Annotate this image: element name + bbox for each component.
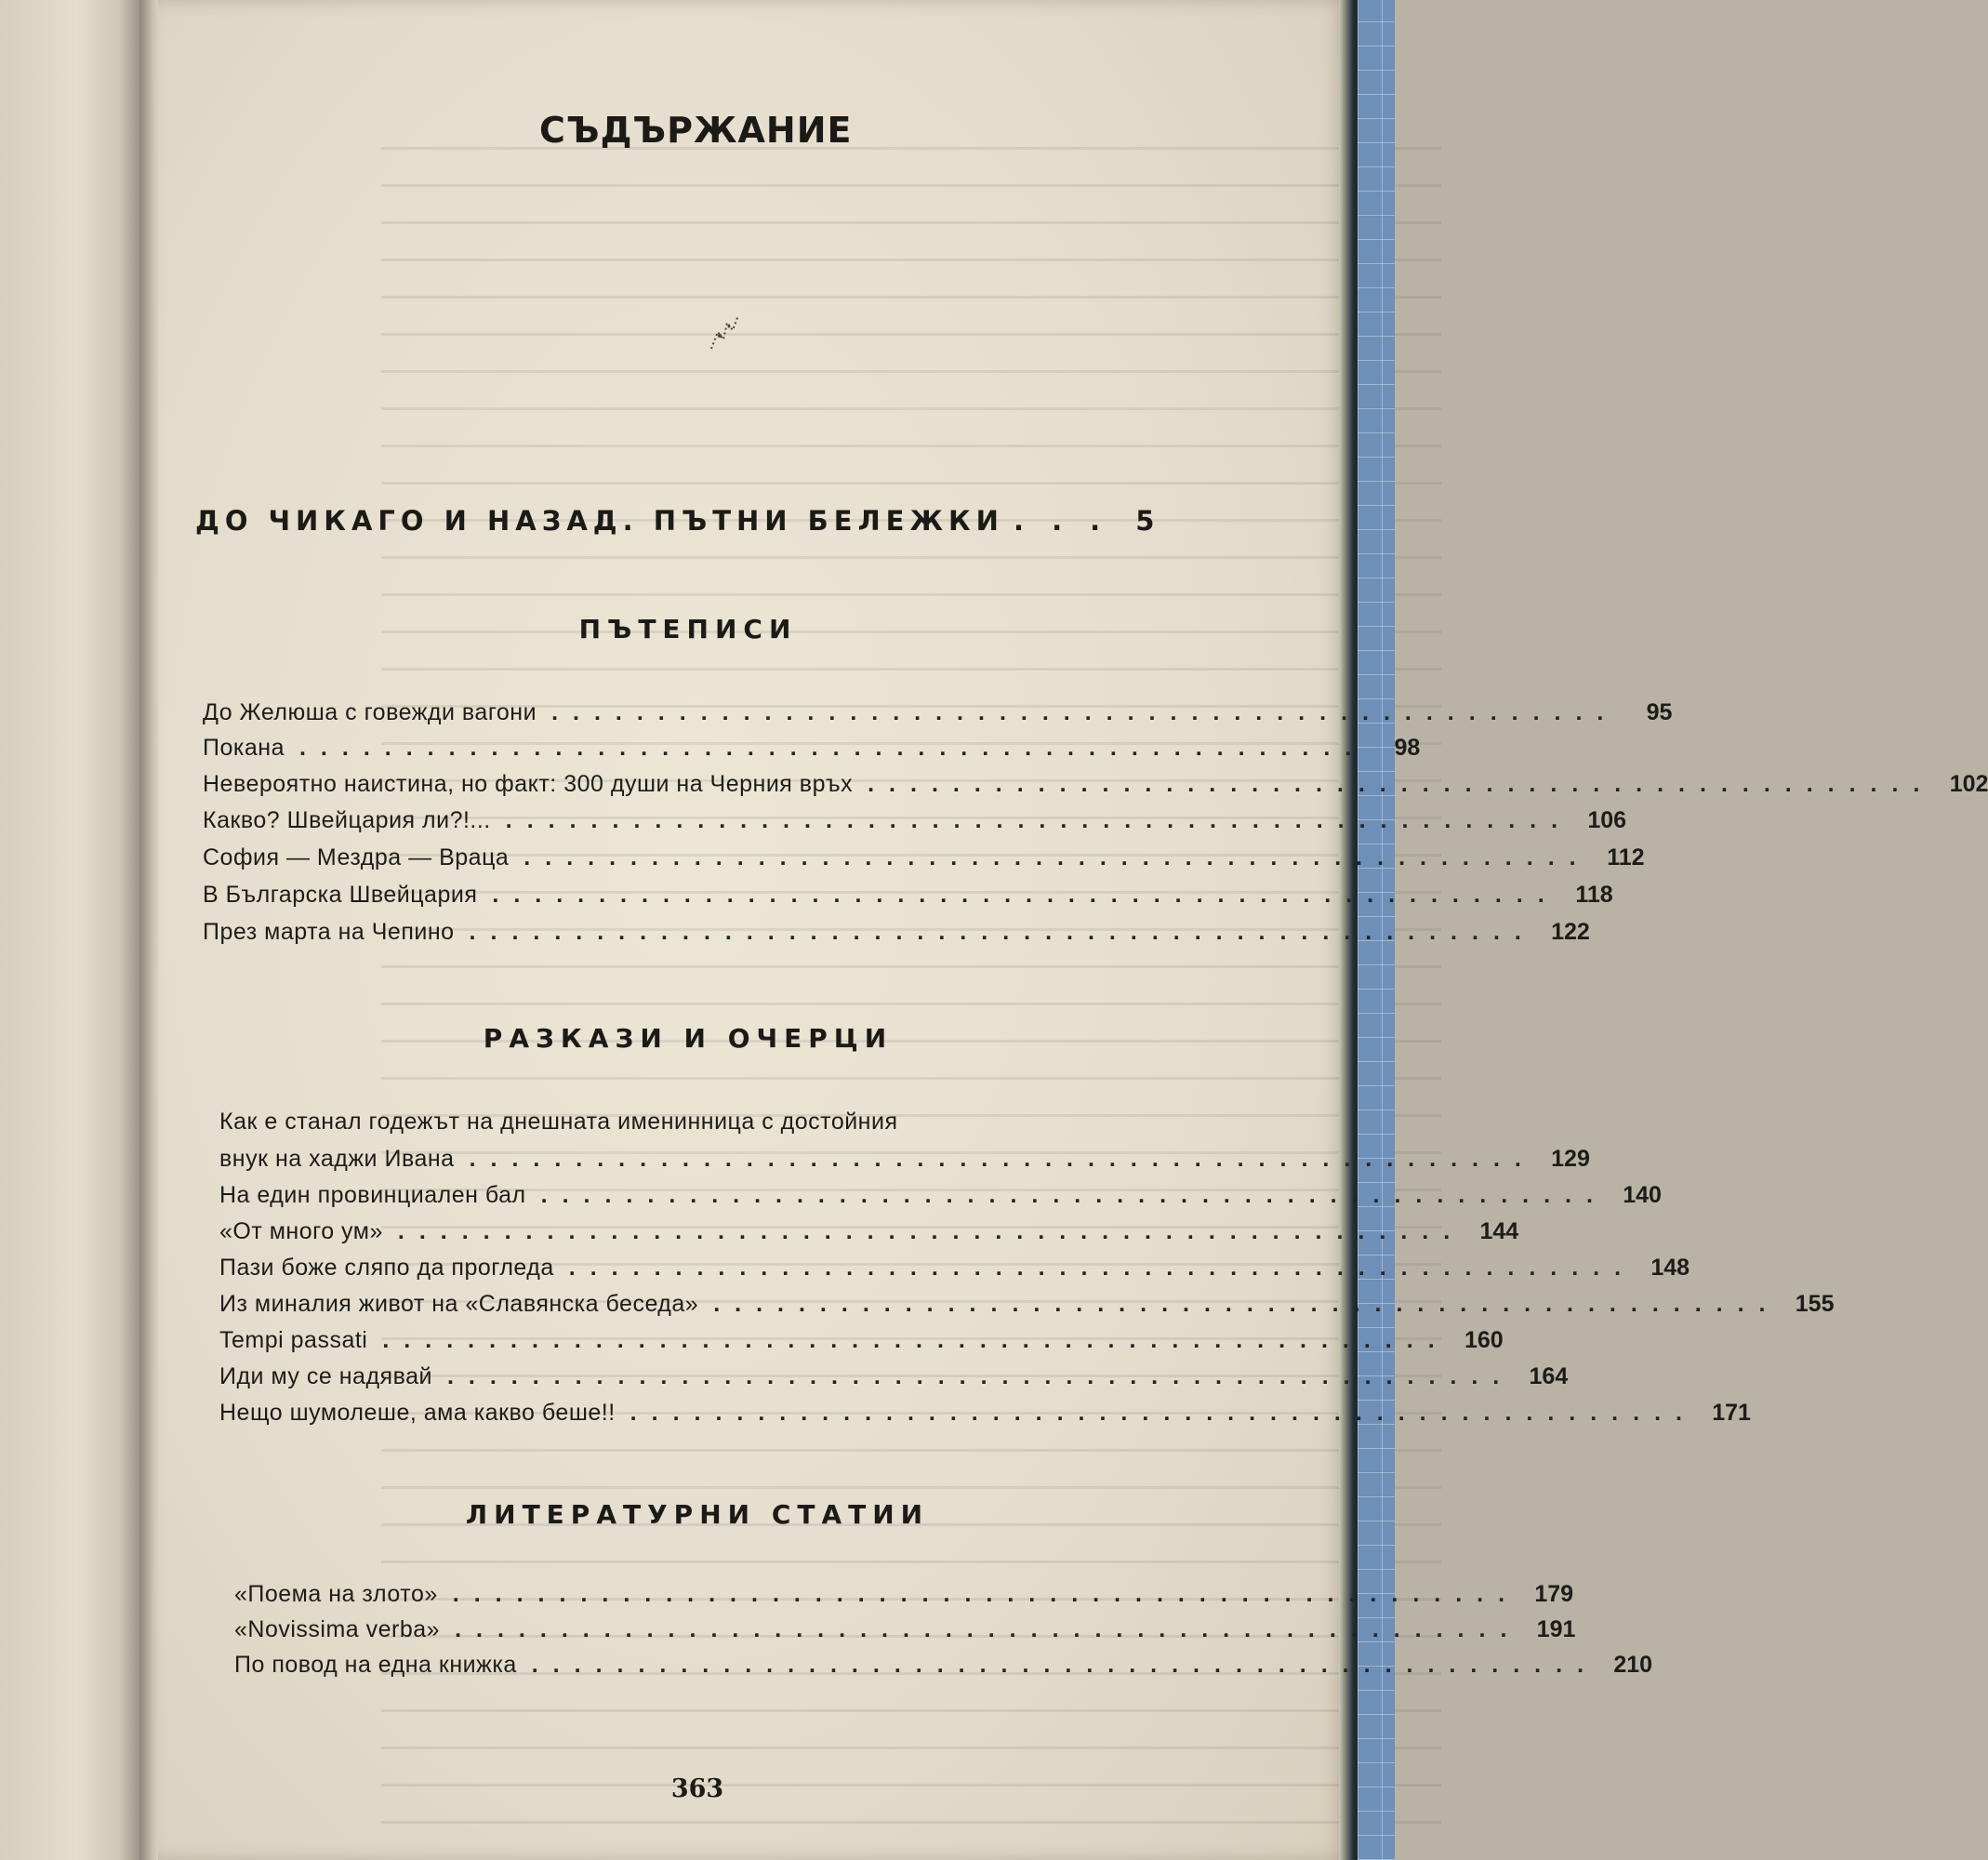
- entry-page: 102: [1949, 771, 1988, 797]
- dot-leader: ..................................................: [298, 735, 1367, 761]
- entry-title: На един провинциален бал: [219, 1182, 526, 1208]
- entry-title: Как е станал годежът на днешната именинница с достойния: [219, 1109, 898, 1135]
- main-entry-title: ДО ЧИКАГО И НАЗАД. ПЪТНИ БЕЛЕЖКИ: [195, 505, 1004, 537]
- main-entry-page: 5: [1135, 505, 1155, 537]
- entry-page: 144: [1479, 1218, 1519, 1244]
- entry-title: Tempi passati: [219, 1327, 368, 1353]
- entry-page: 210: [1613, 1652, 1653, 1678]
- toc-entry[interactable]: [203, 807, 1627, 834]
- entry-title: По повод на една книжка: [234, 1652, 517, 1678]
- toc-entry[interactable]: [219, 1255, 1690, 1282]
- entry-page: 191: [1536, 1616, 1576, 1642]
- entry-title: До Желюша с говежди вагони: [203, 699, 537, 725]
- toc-entry[interactable]: [234, 1616, 1576, 1643]
- dot-leader: ..................................................: [455, 1616, 1522, 1642]
- dot-leader: ..................................................: [446, 1363, 1515, 1389]
- dot-leader: ..................................................: [868, 771, 1935, 797]
- entry-page: 140: [1623, 1182, 1662, 1208]
- dot-leader: ..................................................: [551, 699, 1619, 725]
- toc-entry[interactable]: [219, 1146, 1590, 1173]
- facing-page: [0, 0, 139, 1860]
- toc-entry[interactable]: [203, 699, 1673, 726]
- dot-leader: ..................................................: [397, 1218, 1465, 1244]
- dot-leader: ..................................................: [568, 1255, 1637, 1281]
- dot-leader: ..................................................: [505, 807, 1573, 833]
- dot-leader: ..................................................: [713, 1291, 1781, 1317]
- toc-entry[interactable]: [203, 771, 1988, 798]
- entry-page: 171: [1712, 1400, 1751, 1426]
- toc-entry[interactable]: [234, 1581, 1574, 1608]
- dot-leader: ..................................................: [531, 1652, 1599, 1678]
- dot-leader: ..................................................: [469, 919, 1536, 945]
- dot-leader: ..................................................: [469, 1146, 1536, 1172]
- section-heading-stories: РАЗКАЗИ И ОЧЕРЦИ: [483, 1023, 894, 1054]
- page-number: 363: [670, 1774, 724, 1803]
- entry-page: 122: [1551, 919, 1590, 945]
- toc-entry[interactable]: [219, 1182, 1662, 1209]
- toc-entry[interactable]: [234, 1652, 1653, 1679]
- entry-page: 160: [1464, 1327, 1504, 1353]
- entry-title: През марта на Чепино: [203, 919, 455, 945]
- entry-page: 98: [1394, 735, 1421, 761]
- entry-title: Невероятно наистина, но факт: 300 души на Черния връх: [203, 771, 854, 797]
- toc-entry-line1[interactable]: [219, 1109, 1177, 1136]
- entry-title: Из миналия живот на «Славянска беседа»: [219, 1291, 699, 1317]
- main-entry-leader: . . .: [1013, 505, 1110, 537]
- ink-smudge-mark: [707, 312, 744, 353]
- entry-title: Пази боже сляпо да прогледа: [219, 1255, 554, 1281]
- entry-title: Покана: [203, 735, 285, 761]
- entry-title: Нещо шумолеше, ама какво беше!!: [219, 1400, 616, 1426]
- entry-page: 112: [1607, 844, 1645, 870]
- dot-leader: ..................................................: [540, 1182, 1608, 1208]
- contents-title: СЪДЪРЖАНИЕ: [539, 110, 853, 151]
- entry-page: 129: [1551, 1146, 1590, 1172]
- entry-title: внук на хаджи Ивана: [219, 1146, 455, 1172]
- entry-page: 164: [1529, 1363, 1569, 1389]
- section-heading-travelogues: ПЪТЕПИСИ: [578, 614, 798, 644]
- toc-entry[interactable]: [219, 1400, 1751, 1427]
- toc-entry[interactable]: [203, 882, 1613, 909]
- toc-entry[interactable]: [203, 735, 1421, 762]
- toc-entry[interactable]: [203, 919, 1590, 946]
- toc-entry[interactable]: [219, 1291, 1835, 1318]
- entry-title: Иди му се надявай: [219, 1363, 432, 1389]
- toc-entry[interactable]: [219, 1218, 1519, 1245]
- entry-page: 179: [1534, 1581, 1574, 1607]
- entry-page: 118: [1575, 882, 1613, 908]
- entry-title: «Novissima verba»: [234, 1616, 441, 1642]
- entry-page: 106: [1587, 807, 1627, 833]
- entry-title: Какво? Швейцария ли?!...: [203, 807, 491, 833]
- toc-entry[interactable]: [203, 844, 1645, 871]
- toc-entry[interactable]: [219, 1363, 1569, 1390]
- dot-leader: ..................................................: [630, 1400, 1697, 1426]
- entry-title: «От много ум»: [219, 1218, 383, 1244]
- entry-page: 148: [1650, 1255, 1690, 1281]
- entry-title: В Българска Швейцария: [203, 882, 478, 908]
- section-heading-literary-articles: ЛИТЕРАТУРНИ СТАТИИ: [465, 1499, 930, 1530]
- main-entry[interactable]: [195, 505, 1181, 550]
- entry-title: София — Мездра — Враца: [203, 844, 510, 870]
- toc-entry[interactable]: [219, 1327, 1504, 1354]
- dot-leader: ..................................................: [524, 844, 1591, 870]
- dot-leader: ..................................................: [492, 882, 1559, 908]
- entry-page: 155: [1795, 1291, 1835, 1317]
- dot-leader: ..................................................: [382, 1327, 1450, 1353]
- entry-page: 95: [1646, 699, 1673, 725]
- dot-leader: ..................................................: [452, 1581, 1520, 1607]
- entry-title: «Поема на злото»: [234, 1581, 438, 1607]
